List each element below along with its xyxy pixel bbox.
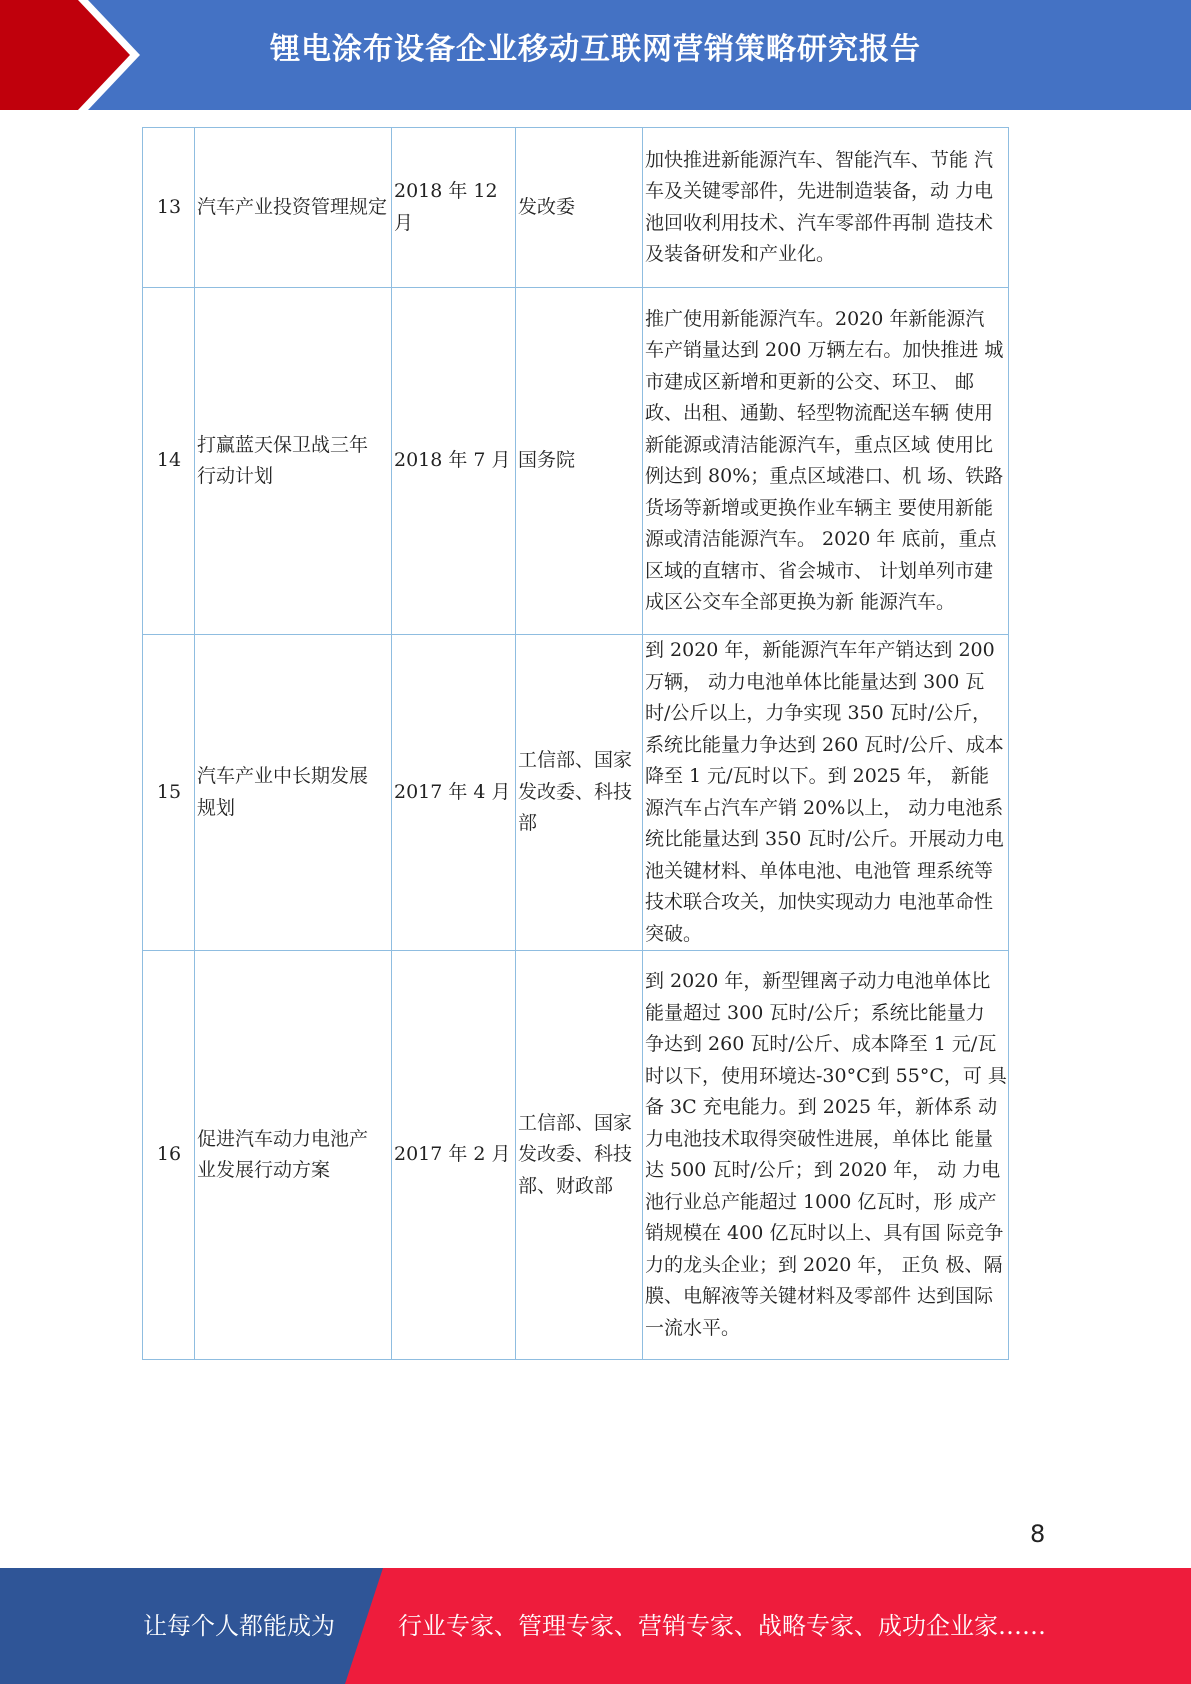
policy-content: 加快推进新能源汽车、智能汽车、节能 汽车及关键零部件，先进制造装备，动 力电池回收利用技术、汽车零部件再制 造技术及装备研发和产业化。 (643, 128, 1009, 288)
page-number: 8 (1030, 1520, 1046, 1548)
row-number: 15 (143, 635, 195, 951)
report-title: 锂电涂布设备企业移动互联网营销策略研究报告 (270, 32, 921, 67)
policy-issuer: 工信部、国家发改委、科技部、财政部 (516, 951, 643, 1360)
row-number: 16 (143, 951, 195, 1360)
table-row (143, 128, 1009, 288)
policy-content: 到 2020 年，新型锂离子动力电池单体比 能量超过 300 瓦时/公斤；系统比能量力 争达到 260 瓦时/公斤、成本降至 1 元/瓦 时以下，使用环境达-30°C到 55°C，可 具备 3C 充电能力。到 2025 年，新体系 动力电池技术取得突破性进展，单体比 能量达 500 瓦时/公斤；到 2020 年， 动 力电池行业总产能超过 1000 亿瓦时，形 成产销规模在 400 亿瓦时以上、具有国 际竞争力的龙头企业；到 2020 年， 正负 极、隔膜、电解液等关键材料及零部件 达到国际一流水平。 (643, 951, 1009, 1360)
policy-issuer: 发改委 (516, 128, 643, 288)
policy-name: 打赢蓝天保卫战三年 行动计划 (195, 288, 392, 635)
policy-date: 2018 年 12 月 (392, 128, 516, 288)
row-number: 14 (143, 288, 195, 635)
footer-slogan-left: 让每个人都能成为 (143, 1612, 335, 1640)
header-arrow-decoration (0, 0, 140, 110)
policy-date: 2018 年 7 月 (392, 288, 516, 635)
policy-name: 汽车产业中长期发展 规划 (195, 635, 392, 951)
policy-name: 促进汽车动力电池产 业发展行动方案 (195, 951, 392, 1360)
policy-content: 推广使用新能源汽车。2020 年新能源汽 车产销量达到 200 万辆左右。加快推进 城市建成区新增和更新的公交、环卫、 邮政、出租、通勤、轻型物流配送车辆 使用新能源或清洁能源汽车，重点区域 使用比例达到 80%；重点区域港口、机 场、铁路货场等新增或更换作业车辆主 要使用新能源或清洁能源汽车。 2020 年 底前，重点区域的直辖市、省会城市、 计划单列市建成区公交车全部更换为新 能源汽车。 (643, 288, 1009, 635)
row-number: 13 (143, 128, 195, 288)
policy-issuer: 国务院 (516, 288, 643, 635)
footer-slogan-right: 行业专家、管理专家、营销专家、战略专家、成功企业家…… (398, 1612, 1046, 1640)
table-row (143, 951, 1009, 1360)
policy-name: 汽车产业投资管理规定 (195, 128, 392, 288)
page-header (0, 0, 1191, 110)
policy-content: 到 2020 年，新能源汽车年产销达到 200 万辆， 动力电池单体比能量达到 300 瓦时/公斤以上，力争实现 350 瓦时/公斤，系统比能量力争达到 260 瓦时/公斤、成本降至 1 元/瓦时以下。到 2025 年， 新能源汽车占汽车产销 20%以上， 动力电池系统比能量达到 350 瓦时/公斤。开展动力电池关键材料、单体电池、电池管 理系统等技术联合攻关，加快实现动力 电池革命性突破。 (643, 635, 1009, 951)
policy-date: 2017 年 4 月 (392, 635, 516, 951)
table-row (143, 288, 1009, 635)
policy-date: 2017 年 2 月 (392, 951, 516, 1360)
table-row (143, 635, 1009, 951)
policy-table (142, 127, 1009, 1360)
page-footer (0, 1568, 1191, 1684)
policy-issuer: 工信部、国家发改委、科技部 (516, 635, 643, 951)
